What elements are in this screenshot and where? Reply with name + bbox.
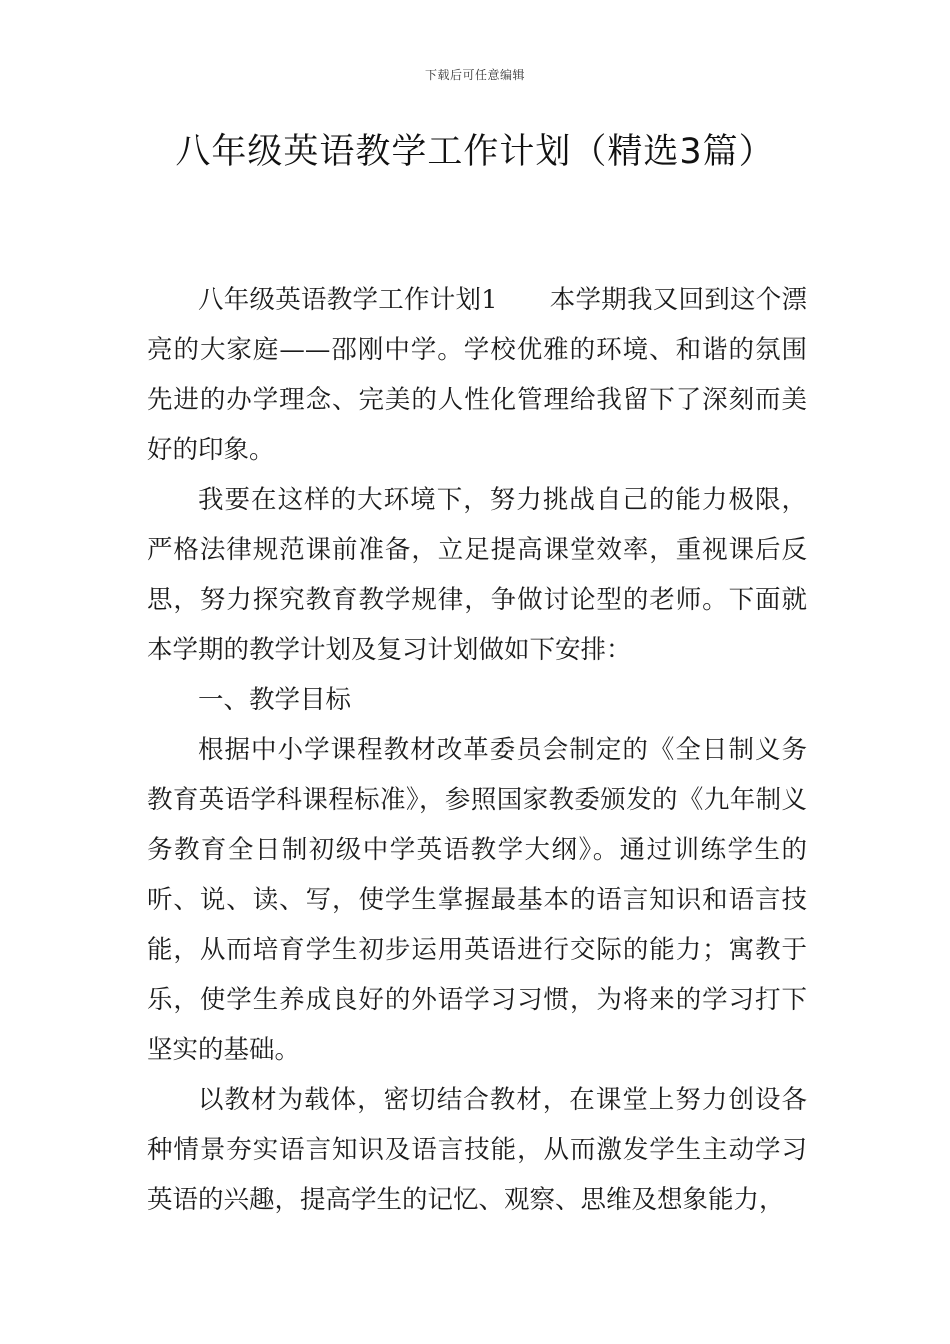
paragraph-4: 以教材为载体，密切结合教材，在课堂上努力创设各种情景夯实语言知识及语言技能，从而激发学生主动学习英语的兴趣，提高学生的记忆、观察、思维及想象能力， — [147, 1085, 807, 1215]
paragraph-2: 我要在这样的大环境下，努力挑战自己的能力极限，严格法律规范课前准备，立足提高课堂效率，重视课后反思，努力探究教育教学规律，争做讨论型的老师。下面就本学期的教学计划及复习计划做如下安排： — [147, 485, 807, 665]
document-body — [147, 275, 807, 1225]
section-heading-teaching-goals: 一、教学目标 — [198, 685, 352, 715]
download-note: 下载后可任意编辑 — [424, 68, 525, 82]
paragraph-1-text: 本学期我又回到这个漂亮的大家庭——邵刚中学。学校优雅的环境、和谐的氛围先进的办学理念、完美的人性化管理给我留下了深刻而美好的印象。 — [147, 285, 807, 465]
document-title: 八年级英语教学工作计划（精选3篇） — [175, 132, 775, 172]
paragraph-1 — [147, 275, 807, 475]
plan-heading: 八年级英语教学工作计划1 — [198, 285, 498, 315]
paragraph-3: 根据中小学课程教材改革委员会制定的《全日制义务教育英语学科课程标准》，参照国家教委颁发的《九年制义务教育全日制初级中学英语教学大纲》。通过训练学生的听、说、读、写，使学生掌握最基本的语言知识和语言技能，从而培育学生初步运用英语进行交际的能力；寓教于乐，使学生养成良好的外语学习习惯，为将来的学习打下坚实的基础。 — [147, 735, 807, 1065]
